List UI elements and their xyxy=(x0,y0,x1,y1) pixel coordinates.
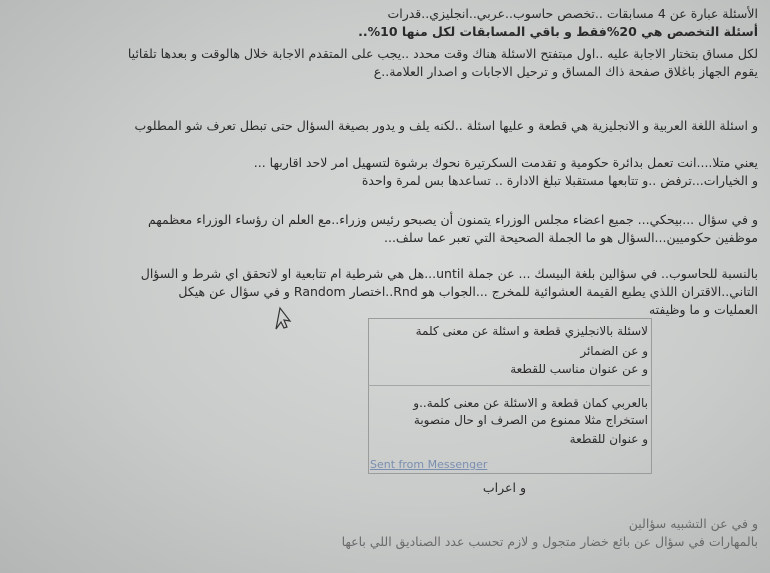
message-line: التاني..الاقتران اللذي يطبع القيمة العشوائية للمخرج ...الجواب هو Rnd..اختصار Random و في سؤال عن هيكل xyxy=(178,284,758,299)
message-line: و الخيارات...ترفض ..و تتابعها مستقبلا تبلغ الادارة .. تساعدها بس لمرة واحدة xyxy=(361,173,758,188)
quote-line: و عن الضمائر xyxy=(580,344,648,358)
message-line: العمليات و ما وظيفته xyxy=(648,302,758,317)
message-line: الأسئلة عبارة عن 4 مسابقات ..تخصص حاسوب..عربي..انجليزي..قدرات xyxy=(387,6,758,21)
mouse-pointer-icon xyxy=(272,305,294,331)
sent-from-messenger-link[interactable]: Sent from Messenger xyxy=(370,458,488,471)
message-line: و اعراب xyxy=(482,480,526,495)
quote-line: استخراج مثلا ممنوع من الصرف او حال منصوبة xyxy=(413,413,648,427)
message-line: أسئلة التخصص هي 20%فقط و باقي المسابقات لكل منها 10%.. xyxy=(358,24,758,39)
message-line: و في سؤال ...بيحكي... جميع اعضاء مجلس الوزراء يتمنون أن يصبحو رئيس وزراء..مع العلم ان رؤساء الوزراء معظمهم xyxy=(147,212,758,227)
message-line: يعني متلا....انت تعمل بدائرة حكومية و تقدمت السكرتيرة نحوك برشوة لتسهيل امر لاحد اقاربها ... xyxy=(253,155,758,170)
quote-line: و عن عنوان مناسب للقطعة xyxy=(510,362,648,376)
message-line: و اسئلة اللغة العربية و الانجليزية هي قطعة و عليها اسئلة ..لكنه يلف و يدور بصيغة السؤال حتى تبطل تعرف شو المطلوب xyxy=(134,118,758,133)
quote-line: لاسئلة بالانجليزي قطعة و اسئلة عن معنى كلمة xyxy=(415,324,648,338)
message-line: بالمهارات في سؤال عن بائع خضار متجول و لازم تحسب عدد الصناديق اللي باعها xyxy=(341,534,758,549)
message-line: لكل مساق بتختار الاجابة عليه ..اول مبتفتح الاسئلة هناك وقت محدد ..يجب على المتقدم الاجابة خلال هالوقت و بعدها تلقائيا xyxy=(127,46,758,61)
message-line: و في عن التشبيه سؤالين xyxy=(628,516,758,531)
message-line: بالنسبة للحاسوب.. في سؤالين بلغة البيسك ... عن جملة until...هل هي شرطية ام تتابعية او لاتحقق اي شرط و السؤال xyxy=(140,266,758,281)
quote-line: بالعربي كمان قطعة و الاسئلة عن معنى كلمة..و xyxy=(413,396,648,410)
message-line: يقوم الجهاز باغلاق صفحة ذاك المساق و ترحيل الاجابات و اصدار العلامة..ع xyxy=(373,64,758,79)
quote-divider xyxy=(368,385,650,386)
quote-line: و عنوان للقطعة xyxy=(569,432,648,446)
message-line: موظفين حكوميين...السؤال هو ما الجملة الصحيحة التي تعبر عما سلف... xyxy=(384,230,758,245)
